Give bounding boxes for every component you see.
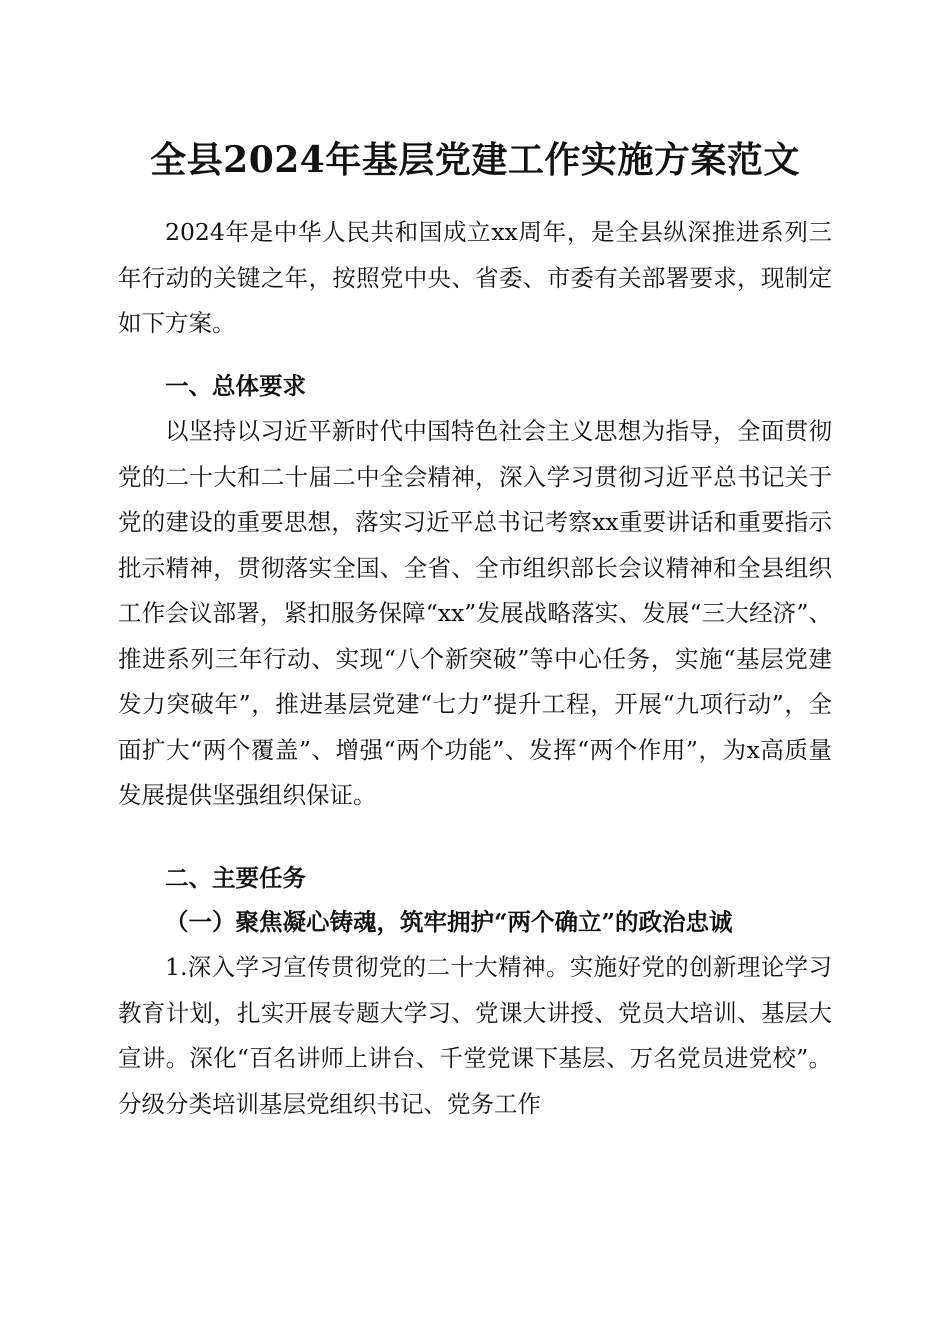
task-item-paragraph: 1.深入学习宣传贯彻党的二十大精神。实施好党的创新理论学习教育计划，扎实开展专题大学习、党课大讲授、党员大培训、基层大宣讲。深化“百名讲师上讲台、千堂党课下基层、万名党员进党校”。分级分类培训基层党组织书记、党务工作	[118, 953, 832, 1118]
subsection-heading-political-loyalty: （一）聚焦凝心铸魂，筑牢拥护“两个确立”的政治忠诚	[165, 908, 733, 936]
section-heading-main-tasks: 二、主要任务	[165, 864, 306, 892]
document-title: 全县2024年基层党建工作实施方案范文	[150, 139, 800, 181]
section-heading-overall-requirements: 一、总体要求	[165, 372, 306, 400]
intro-paragraph: 2024年是中华人民共和国成立xx周年，是全县纵深推进系列三年行动的关键之年，按照党中央、省委、市委有关部署要求，现制定如下方案。	[118, 218, 832, 337]
overall-requirements-paragraph: 以坚持以习近平新时代中国特色社会主义思想为指导，全面贯彻党的二十大和二十届二中全会精神，深入学习贯彻习近平总书记关于党的建设的重要思想，落实习近平总书记考察xx重要讲话和重要指示批示精神，贯彻落实全国、全省、全市组织部长会议精神和全县组织工作会议部署，紧扣服务保障“xx”发展战略落实、发展“三大经济”、推进系列三年行动、实现“八个新突破”等中心任务，实施“基层党建发力突破年”，推进基层党建“七力”提升工程，开展“九项行动”，全面扩大“两个覆盖”、增强“两个功能”、发挥“两个作用”，为x高质量发展提供坚强组织保证。	[118, 417, 832, 809]
